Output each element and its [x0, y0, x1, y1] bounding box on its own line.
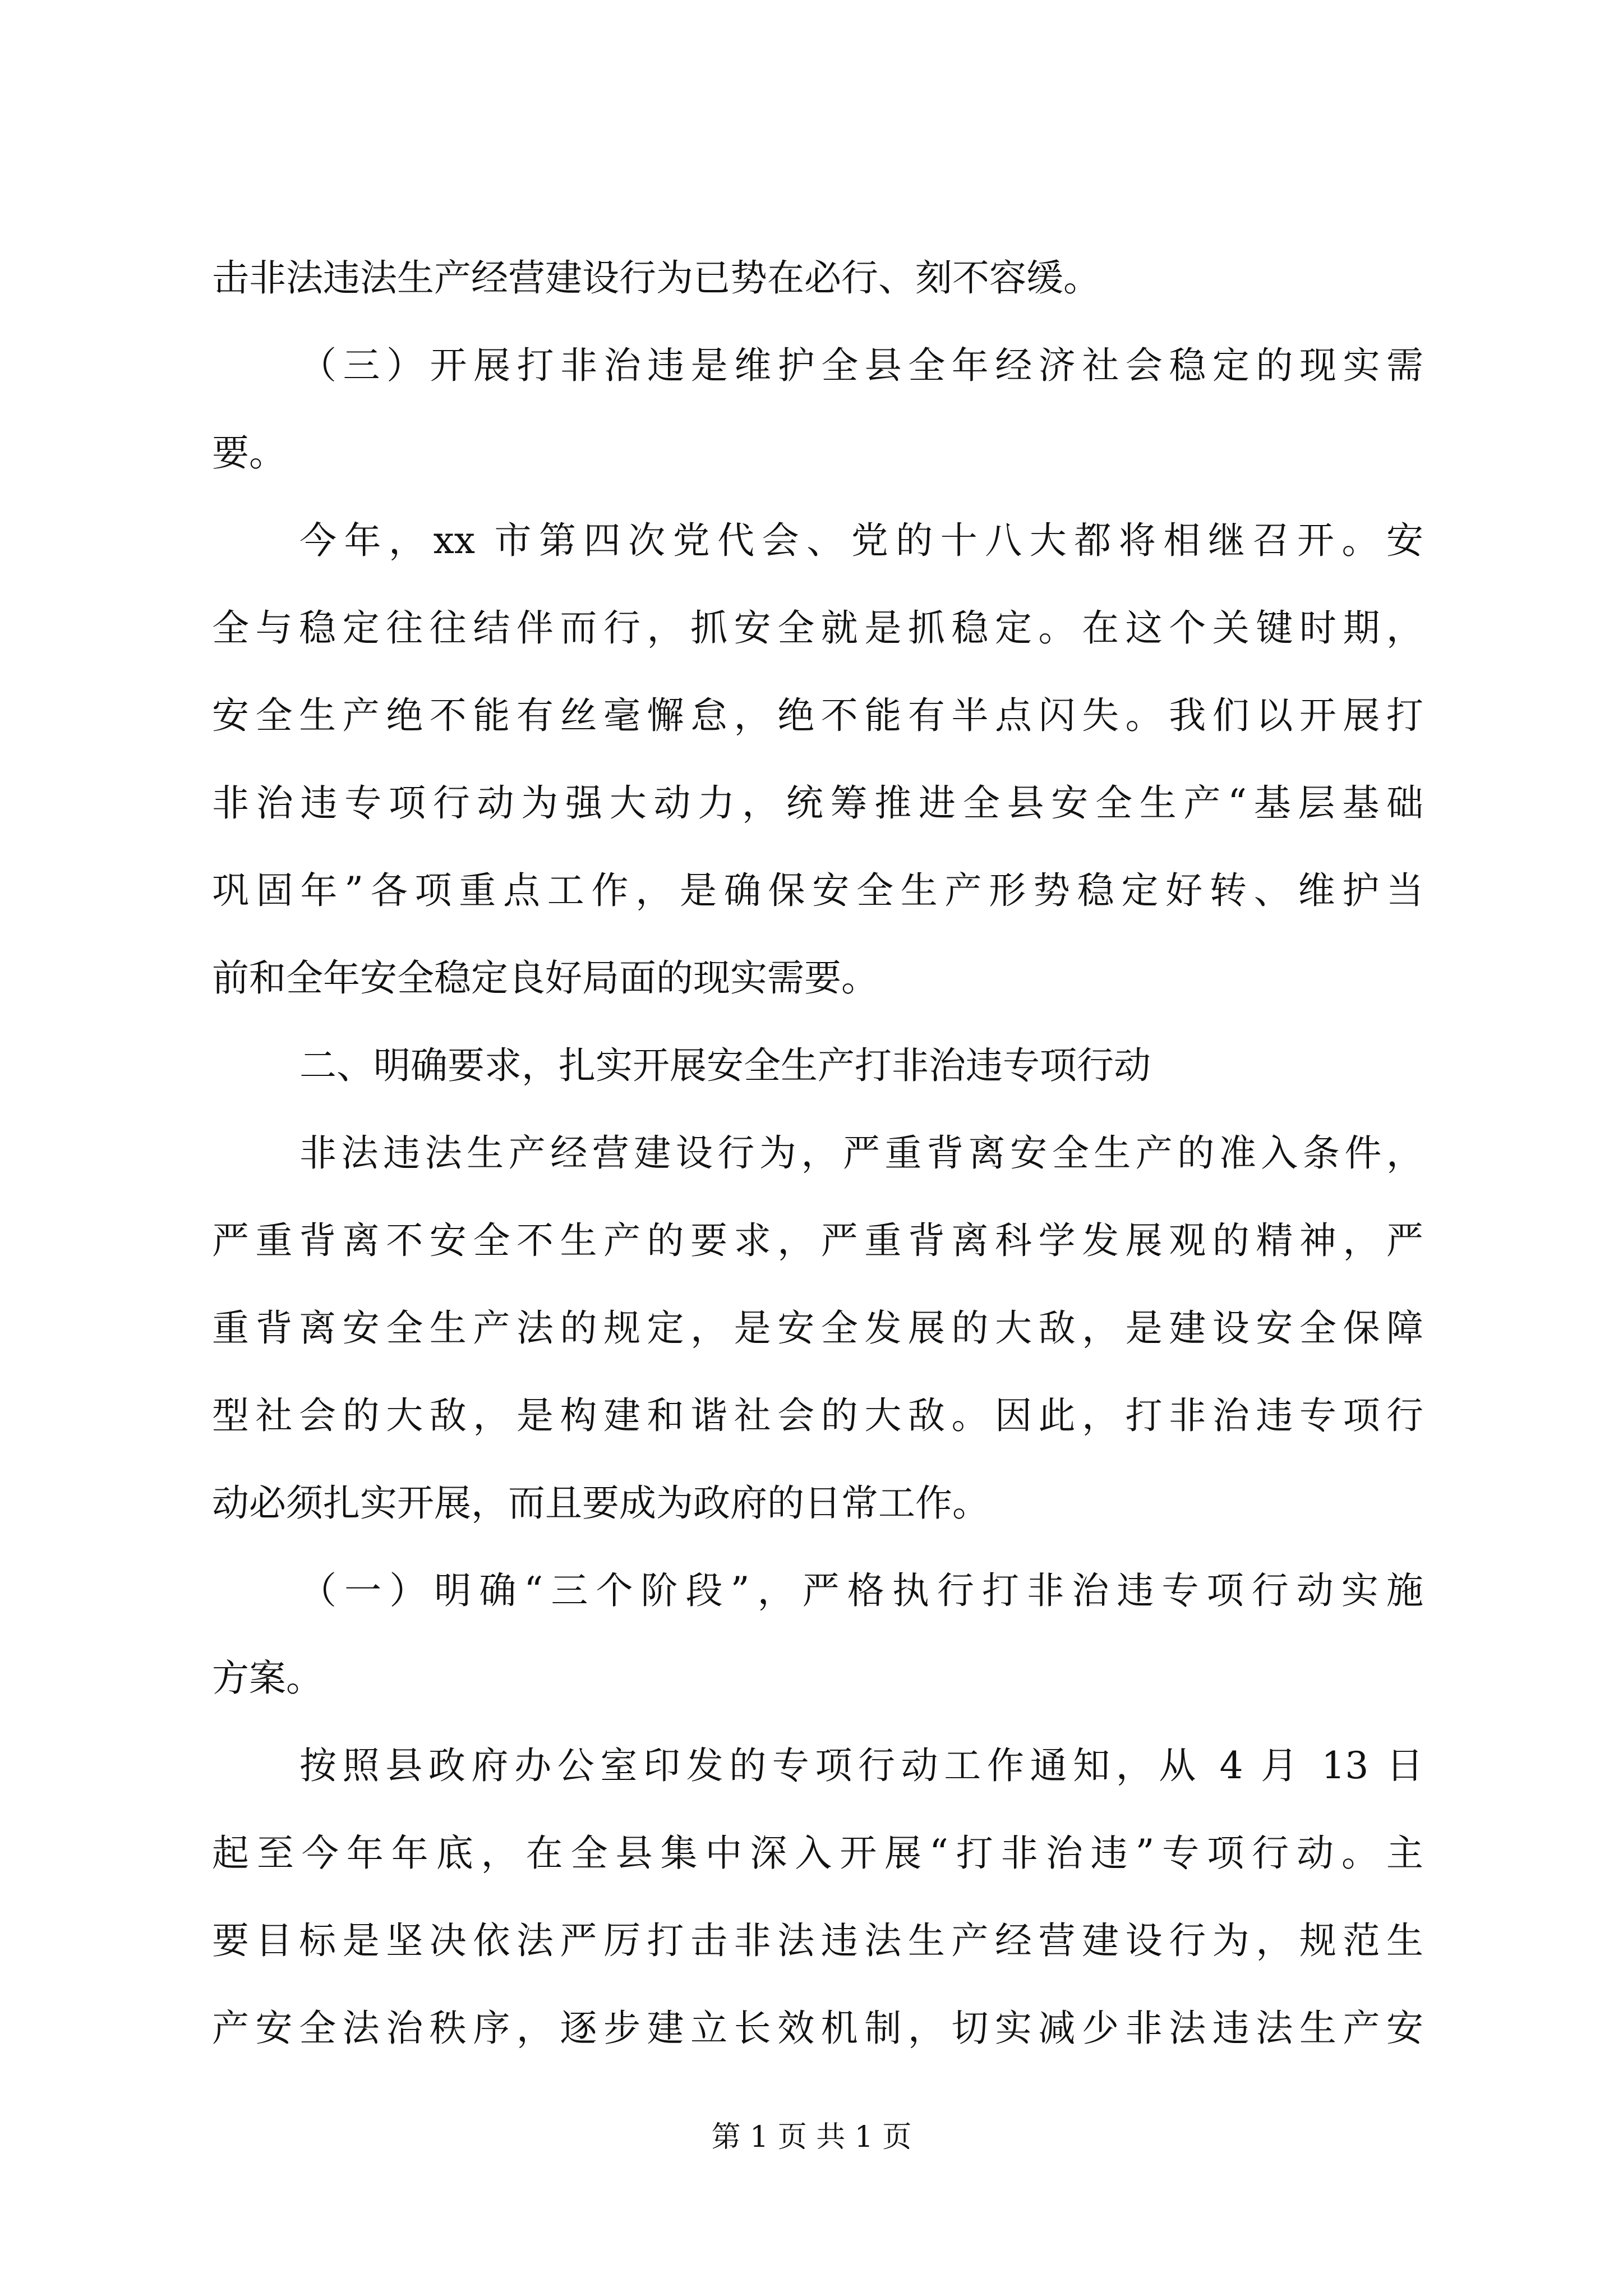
text-line: 今年，xx 市第四次党代会、党的十八大都将相继召开。安: [299, 519, 1423, 562]
text-line: 全与稳定往往结伴而行，抓安全就是抓稳定。在这个关键时期，: [212, 606, 1423, 650]
text-line: 巩固年”各项重点工作，是确保安全生产形势稳定好转、维护当: [212, 869, 1423, 912]
page-number-footer: 第 1 页 共 1 页: [711, 2120, 912, 2154]
document-body: [212, 234, 1423, 2072]
text-line: 型社会的大敌，是构建和谐社会的大敌。因此，打非治违专项行: [212, 1394, 1423, 1437]
text-line: 要目标是坚决依法严厉打击非法违法生产经营建设行为，规范生: [212, 1919, 1423, 1962]
text-line: 前和全年安全稳定良好局面的现实需要。: [212, 956, 878, 1000]
text-line: 动必须扎实开展，而且要成为政府的日常工作。: [212, 1481, 989, 1525]
section-heading-line: （三）开展打非治违是维护全县全年经济社会稳定的现实需: [299, 344, 1423, 387]
section-heading-line: 二、明确要求，扎实开展安全生产打非治违专项行动: [299, 1044, 1151, 1087]
section-heading-line: 方案。: [212, 1657, 323, 1700]
text-line: 严重背离不安全不生产的要求，严重背离科学发展观的精神，严: [212, 1219, 1423, 1262]
text-line: 非法违法生产经营建设行为，严重背离安全生产的准入条件，: [299, 1131, 1423, 1175]
text-line: 按照县政府办公室印发的专项行动工作通知，从 4 月 13 日: [299, 1744, 1423, 1787]
text-line: 重背离安全生产法的规定，是安全发展的大敌，是建设安全保障: [212, 1306, 1423, 1350]
text-line: 击非法违法生产经营建设行为已势在必行、刻不容缓。: [212, 256, 1100, 300]
section-heading-line: 要。: [212, 431, 286, 475]
text-line: 安全生产绝不能有丝毫懈怠，绝不能有半点闪失。我们以开展打: [212, 694, 1423, 737]
text-line: 非治违专项行动为强大动力，统筹推进全县安全生产“基层基础: [212, 781, 1423, 825]
section-heading-line: （一）明确“三个阶段”，严格执行打非治违专项行动实施: [299, 1569, 1423, 1612]
text-line: 产安全法治秩序，逐步建立长效机制，切实减少非法违法生产安: [212, 2007, 1423, 2050]
text-line: 起至今年年底，在全县集中深入开展“打非治违”专项行动。主: [212, 1832, 1423, 1875]
